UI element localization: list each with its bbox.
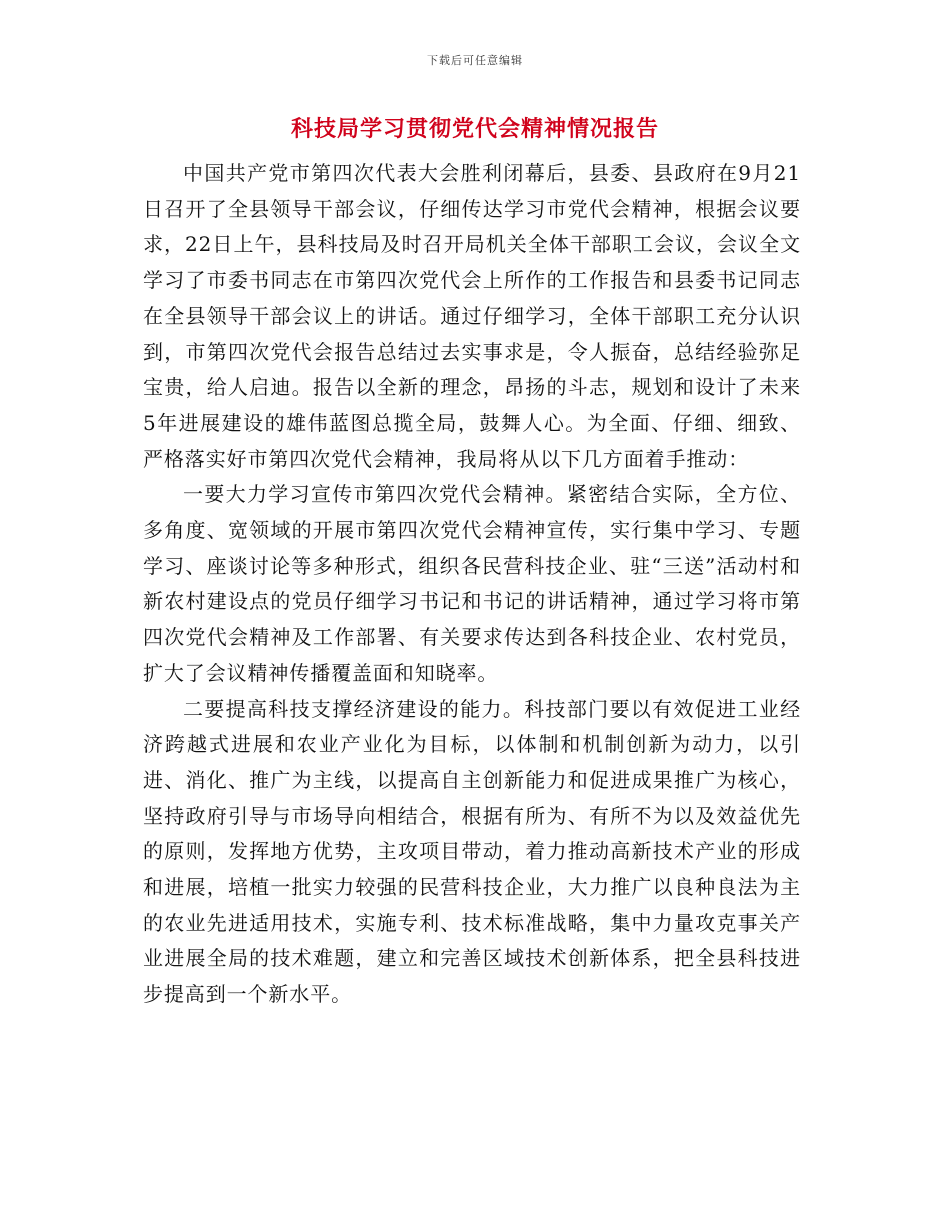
paragraph-point-two: 二要提高科技支撑经济建设的能力。科技部门要以有效促进工业经济跨越式进展和农业产业化为目标，以体制和机制创新为动力，以引进、消化、推广为主线，以提高自主创新能力和促进成果推广为核心，坚持政府引导与市场导向相结合，根据有所为、有所不为以及效益优先的原则，发挥地方优势，主攻项目带动，着力推动高新技术产业的形成和进展，培植一批实力较强的民营科技企业，大力推广以良种良法为主的农业先进适用技术，实施专利、技术标准战略，集中力量攻克事关产业进展全局的技术难题，建立和完善区域技术创新体系，把全县科技进步提高到一个新水平。 [143,696,801,1007]
paragraph-intro: 中国共产党市第四次代表大会胜利闭幕后，县委、县政府在9月21日召开了全县领导干部会议，仔细传达学习市党代会精神，根据会议要求，22日上午，县科技局及时召开局机关全体干部职工会议，会议全文学习了市委书同志在市第四次党代会上所作的工作报告和县委书记同志在全县领导干部会议上的讲话。通过仔细学习，全体干部职工充分认识到，市第四次党代会报告总结过去实事求是，令人振奋，总结经验弥足宝贵，给人启迪。报告以全新的理念，昂扬的斗志，规划和设计了未来5年进展建设的雄伟蓝图总揽全局，鼓舞人心。为全面、仔细、细致、严格落实好市第四次党代会精神，我局将从以下几方面着手推动： [143,161,801,471]
page-header-note: 下载后可任意编辑 [427,54,523,67]
paragraph-point-one: 一要大力学习宣传市第四次党代会精神。紧密结合实际，全方位、多角度、宽领域的开展市第四次党代会精神宣传，实行集中学习、专题学习、座谈讨论等多种形式，组织各民营科技企业、驻“三送”活动村和新农村建设点的党员仔细学习书记和书记的讲话精神，通过学习将市第四次党代会精神及工作部署、有关要求传达到各科技企业、农村党员，扩大了会议精神传播覆盖面和知晓率。 [143,482,801,685]
document-title: 科技局学习贯彻党代会精神情况报告 [290,116,659,142]
document-body [143,156,801,1013]
